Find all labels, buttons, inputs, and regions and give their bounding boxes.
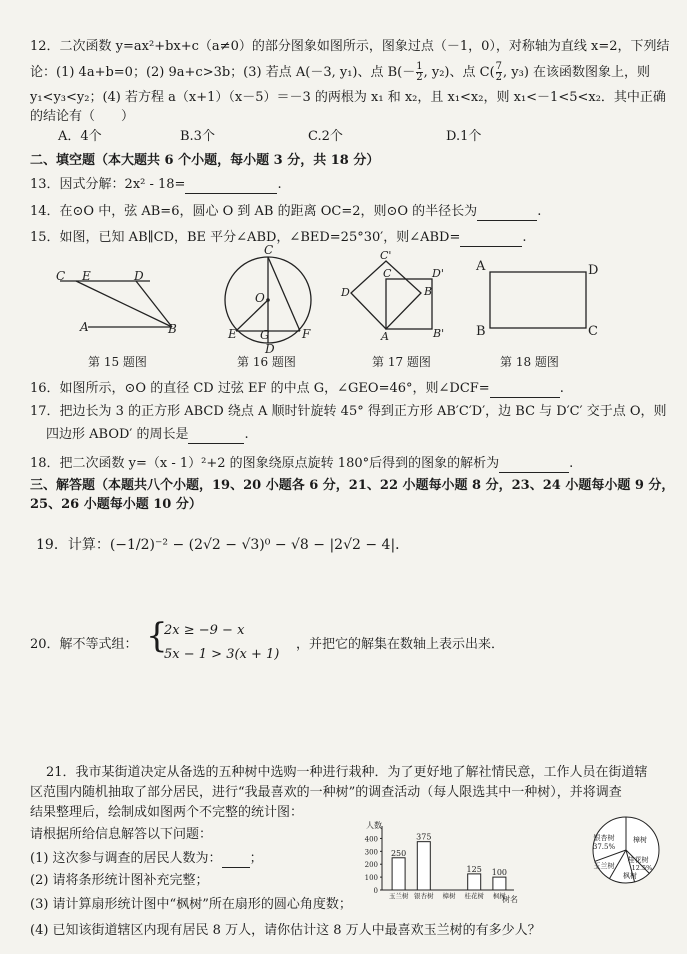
- fig17-label-c-prime: C': [380, 249, 392, 262]
- q21-answer-blank[interactable]: [222, 853, 250, 868]
- bar-ylabel: 人数: [366, 821, 382, 830]
- q15: 15．如图，已知 AB∥CD，BE 平分∠ABD，∠BED=25°30′，则∠ABD= .: [30, 230, 527, 245]
- pie-chart: [590, 812, 662, 888]
- q21-sub3: (3) 请计算扇形统计图中“枫树”所在扇形的圆心角度数；: [30, 897, 352, 912]
- pie-label-3: 枫树: [623, 872, 637, 880]
- q20-brace: {: [146, 616, 168, 656]
- q13: 13．因式分解：2x² - 18= .: [30, 177, 282, 192]
- q13-answer-blank[interactable]: [185, 179, 277, 194]
- q14-answer-blank[interactable]: [477, 206, 537, 221]
- q12-option-a: A．4个: [58, 129, 102, 144]
- q12-frac-c: $\frac{7}{2}$: [495, 61, 503, 83]
- q14: 14．在⊙O 中，弦 AB=6，圆心 O 到 AB 的距离 OC=2，则⊙O 的半径长为 .: [30, 204, 542, 219]
- fig17-label-d-prime: D': [432, 267, 444, 280]
- bar-ytick-label-3: 300: [364, 848, 378, 857]
- section-fill-blank: 二、填空题（本大题共 6 个小题，每小题 3 分，共 18 分）: [30, 153, 380, 168]
- q12-line2a: 论：(1) 4a+b=0；(2) 9a+c>3b；(3) 若点 A(－3, y₁)、点 B(－: [30, 65, 416, 80]
- fig16-label-c: C: [264, 243, 274, 257]
- figure-17: [351, 261, 432, 329]
- section-solve-line1: 三、解答题（本题共八个小题，19、20 小题各 6 分，21、22 小题每小题 8 分，23、24 小题每小题 9 分，: [30, 478, 675, 493]
- fig17-label-c: C: [383, 267, 392, 280]
- q12-line4: 的结论有（ ）: [30, 109, 135, 124]
- fig15-label-a: A: [80, 320, 89, 334]
- bar-category-label-3: 桂花树: [464, 892, 484, 900]
- pie-label-0: 银杏树: [593, 834, 615, 842]
- fig18-label-b: B: [476, 324, 486, 339]
- bar-0: [392, 858, 405, 890]
- fig18-label-c: C: [588, 324, 598, 339]
- q17-answer-blank[interactable]: [188, 429, 244, 444]
- q21-line2: 区范围内随机抽取了部分居民，进行“我最喜欢的一种树”的调查活动（每人限选其中一种树），并将调查: [30, 785, 622, 800]
- bar-ytick-label-0: 0: [373, 887, 378, 895]
- q21-prompt: 请根据所给信息解答以下问题：: [30, 827, 213, 842]
- bar-xlabel: 树名: [502, 895, 518, 904]
- bar-category-label-1: 银杏树: [414, 892, 434, 900]
- q12-option-b: B.3个: [180, 129, 215, 144]
- q20-ineq1: 2x ≥ −9 − x: [164, 623, 245, 638]
- bar-value-label-3: 125: [466, 864, 482, 874]
- bar-value-label-4: 100: [491, 868, 508, 878]
- fig16-label-o: O: [255, 291, 265, 305]
- bar-ytick-label-1: 100: [364, 874, 378, 883]
- pie-annotation-0: 37.5%: [592, 843, 616, 851]
- figure-15: [60, 281, 172, 327]
- q12-line3: y₁<y₃<y₂；(4) 若方程 a（x+1）（x－5）＝－3 的两根为 x₁ 和 x₂，且 x₁<x₂，则 x₁<－1<5<x₂．其中正确: [30, 90, 666, 105]
- q21-line3: 结果整理后，绘制成如图两个不完整的统计图：: [30, 805, 304, 820]
- fig15-label-b: B: [168, 322, 177, 336]
- q17-line1: 17．把边长为 3 的正方形 ABCD 绕点 A 顺时针旋转 45° 得到正方形 AB′C′D′，边 BC 与 D′C′ 交于点 O，则: [30, 404, 667, 419]
- q12-frac-b: $\frac{1}{2}$: [416, 61, 423, 83]
- q21-sub1: (1) 这次参与调查的居民人数为： ；: [30, 851, 263, 866]
- q19: 19．计算：(−1/2)⁻² − (2√2 − √3)⁰ − √8 − |2√2 − 4|．: [36, 537, 410, 553]
- bar-ytick-label-2: 200: [364, 861, 378, 870]
- caption-fig18: 第 18 题图: [500, 355, 559, 369]
- q20-ineq2: 5x − 1 > 3(x + 1): [164, 647, 280, 662]
- q21-sub2: (2) 请将条形统计图补充完整；: [30, 873, 209, 888]
- q16-answer-blank[interactable]: [490, 383, 560, 398]
- fig18-label-a: A: [476, 259, 486, 274]
- fig18-label-d: D: [588, 263, 599, 278]
- q12-option-d: D.1个: [446, 129, 482, 144]
- figures-row: [0, 243, 687, 373]
- bar-category-label-4: 枫树: [492, 892, 506, 900]
- q20-prefix: 20．解不等式组：: [30, 637, 138, 652]
- pie-annotation-1: 12.5%: [631, 864, 653, 872]
- caption-fig15: 第 15 题图: [88, 355, 147, 369]
- fig15-label-d: D: [134, 269, 144, 283]
- q21-line1: 21．我市某街道决定从备选的五种树中选购一种进行栽种．为了更好地了解社情民意，工作人员在街道辖: [46, 765, 648, 780]
- fig15-label-e: E: [82, 269, 91, 283]
- fig17-label-b: B: [424, 285, 433, 298]
- q18-answer-blank[interactable]: [499, 458, 569, 473]
- section-solve-line2: 25、26 小题每小题 10 分）: [30, 497, 202, 512]
- caption-fig17: 第 17 题图: [372, 355, 431, 369]
- q12-line1: 12．二次函数 y=ax²+bx+c（a≠0）的部分图象如图所示，图象过点（－1，0），对称轴为直线 x=2，下列结: [30, 39, 670, 54]
- q12-line2c: , y₃) 在该函数图象上，则: [503, 65, 651, 80]
- fig16-label-g: G: [260, 328, 270, 342]
- pie-label-2: 桂花树: [627, 856, 649, 864]
- q15-answer-blank[interactable]: [460, 232, 522, 247]
- fig15-label-c: C: [56, 269, 66, 283]
- pie-label-1: 樟树: [633, 836, 647, 844]
- q12-line2b: , y₂)、点 C(: [423, 65, 495, 80]
- fig17-label-a: A: [381, 330, 389, 343]
- q16: 16．如图所示，⊙O 的直径 CD 过弦 EF 的中点 G，∠GEO=46°，则∠DCF= .: [30, 381, 564, 396]
- bar-3: [468, 874, 481, 890]
- figure-18: [490, 272, 586, 328]
- fig16-label-e: E: [228, 327, 237, 341]
- fig16-label-d: D: [265, 342, 275, 356]
- bar-category-label-2: 樟树: [442, 892, 456, 900]
- q17-line2: 四边形 ABOD′ 的周长是 .: [46, 427, 249, 442]
- bar-value-label-1: 375: [416, 832, 432, 842]
- q18: 18．把二次函数 y=（x - 1）²+2 的图象绕原点旋转 180°后得到的图象的解析为 .: [30, 456, 574, 471]
- bar-4: [493, 877, 506, 890]
- bar-1: [417, 842, 430, 890]
- q12-line2: [30, 62, 650, 83]
- fig17-label-d: D: [341, 286, 350, 299]
- bar-chart: [348, 820, 528, 904]
- pie-label-4: 玉兰树: [593, 862, 615, 870]
- fig17-label-b-prime: B': [433, 327, 445, 340]
- q20-suffix: ，并把它的解集在数轴上表示出来．: [296, 637, 505, 652]
- bar-category-label-0: 玉兰树: [388, 892, 409, 900]
- fig16-label-f: F: [302, 327, 311, 341]
- bar-ytick-label-4: 400: [364, 835, 378, 844]
- bar-value-label-0: 250: [390, 848, 407, 858]
- caption-fig16: 第 16 题图: [237, 355, 296, 369]
- q12-option-c: C.2个: [308, 129, 343, 144]
- q21-sub4: (4) 已知该街道辖区内现有居民 8 万人，请你估计这 8 万人中最喜欢玉兰树的有多少人？: [30, 923, 541, 938]
